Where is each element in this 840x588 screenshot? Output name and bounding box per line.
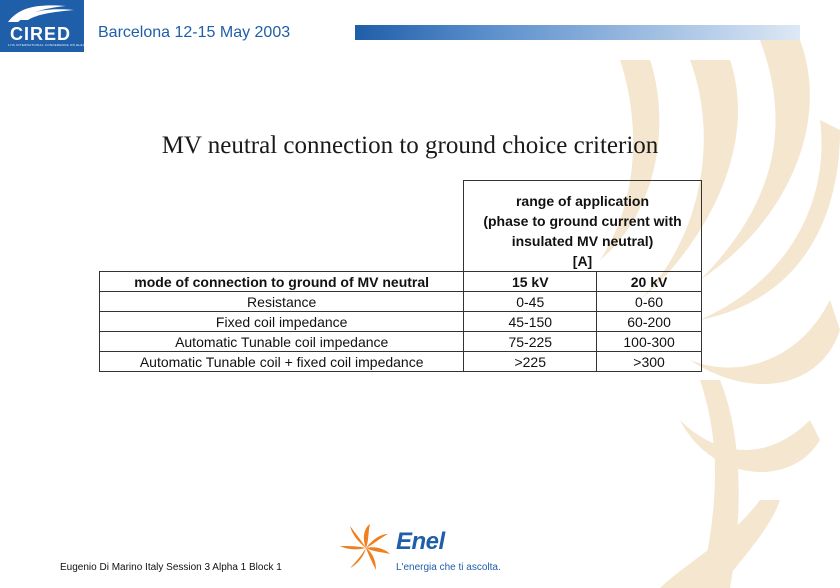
column-header: mode of connection to ground of MV neutral [100,272,464,292]
table-cell: 0-60 [597,292,702,312]
table-cell: Automatic Tunable coil + fixed coil impedance [100,352,464,372]
enel-flower-icon [338,522,394,574]
logo-text: CIRED [10,24,72,44]
column-header: 20 kV [597,272,702,292]
footer-presenter: Eugenio Di Marino Italy Session 3 Alpha 1 Block 1 [60,562,282,573]
header-gradient-bar [355,25,800,40]
table-cell: 45-150 [464,312,597,332]
table-row [100,312,702,332]
table-cell: Fixed coil impedance [100,312,464,332]
range-header-line: (phase to ground current with [483,213,682,229]
table-cell: Automatic Tunable coil impedance [100,332,464,352]
table-cell: 75-225 [464,332,597,352]
event-title: Barcelona 12-15 May 2003 [98,24,291,41]
range-header-line: range of application [515,193,649,209]
logo-subtitle: 17th INTERNATIONAL CONFERENCE ON ELECTRICITY DISTRIBUTION [8,43,125,47]
enel-brand: Enel [396,528,445,555]
range-header [463,180,702,271]
table-cell: >300 [597,352,702,372]
range-header-line: [A] [572,253,593,269]
table-row [100,292,702,312]
table-row [100,352,702,372]
table-cell: 0-45 [464,292,597,312]
table-header-row [100,272,702,292]
table-cell: >225 [464,352,597,372]
criterion-table [99,271,702,372]
table-row [100,332,702,352]
slide-title: MV neutral connection to ground choice criterion [161,132,659,159]
column-header: 15 kV [464,272,597,292]
table-cell: 100-300 [597,332,702,352]
table-cell: Resistance [100,292,464,312]
enel-tagline: L'energia che ti ascolta. [396,562,501,573]
table-cell: 60-200 [597,312,702,332]
cired-logo [0,0,125,52]
range-header-line: insulated MV neutral) [511,233,654,249]
